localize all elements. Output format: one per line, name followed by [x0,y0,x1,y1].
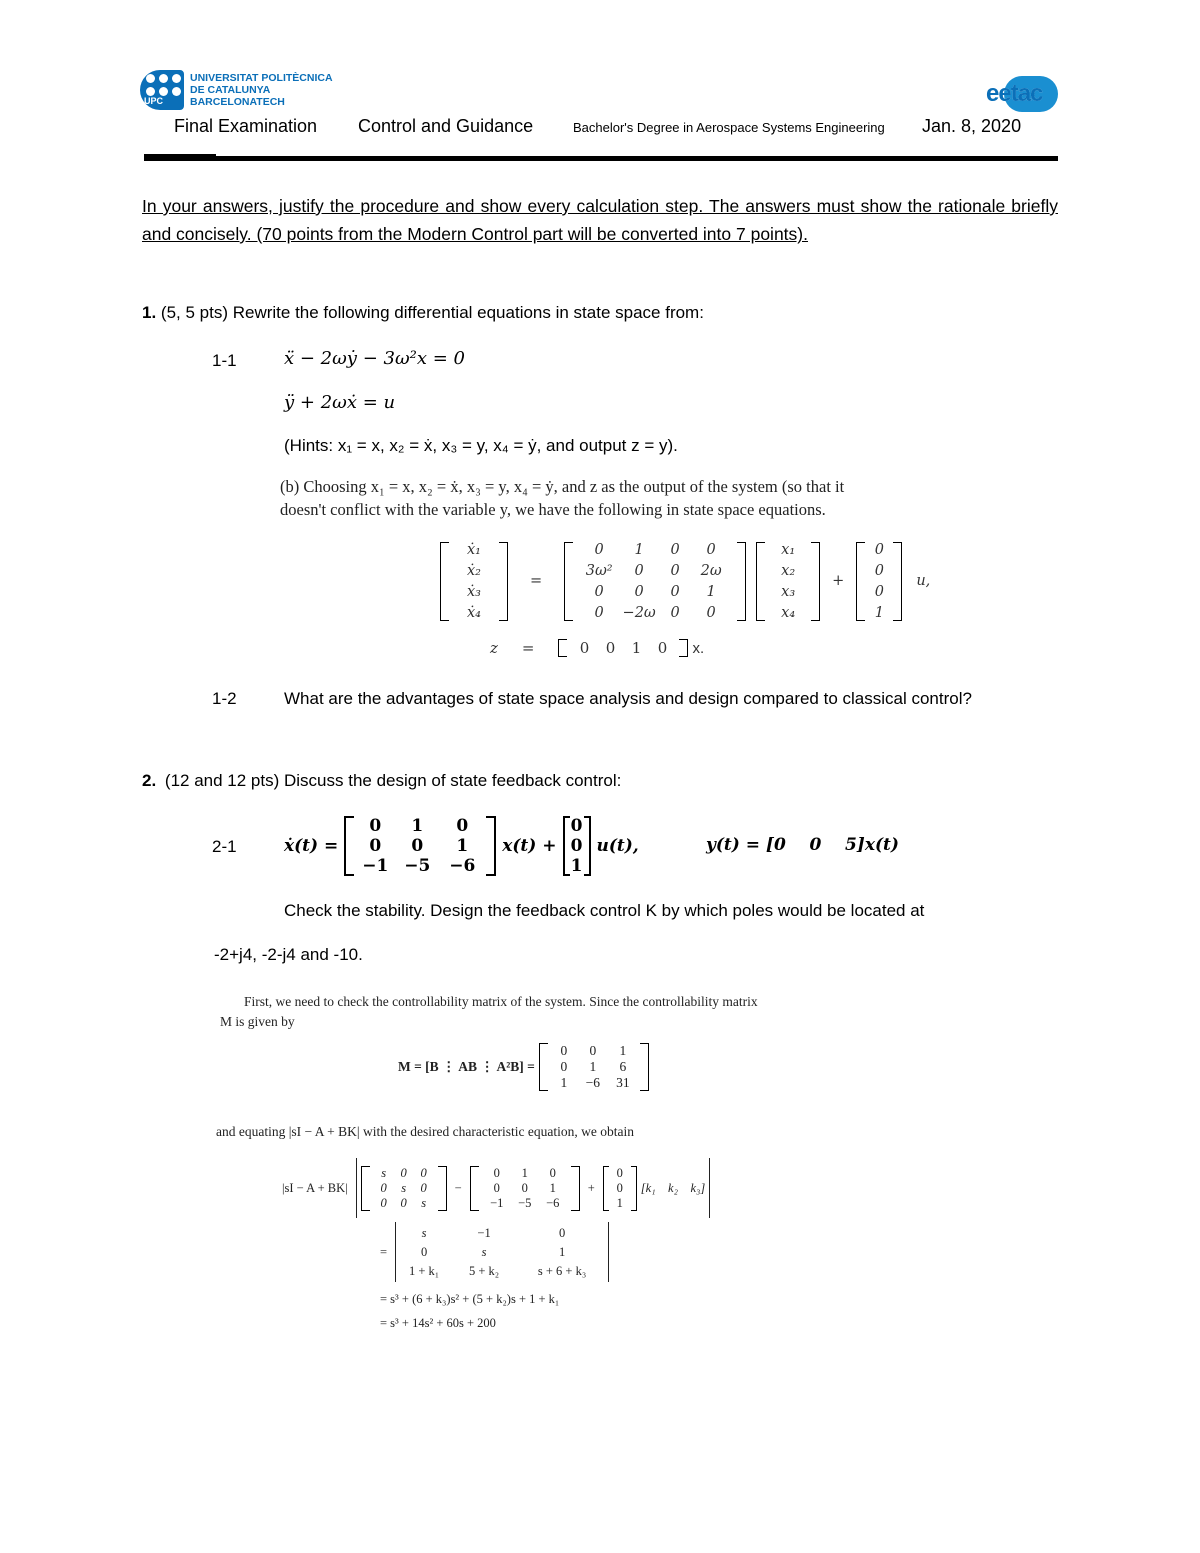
matrix-cell: 0 [706,604,716,621]
instructions: In your answers, justify the procedure and show every calculation step. The answers must show the rationale briefly and concisely. (70 points from the Modern Control part will be converted into 7 points). [142,196,1058,244]
matrix-cell: 1 [706,583,716,600]
q1-1-label: 1-1 [212,351,237,370]
gain-vector-K: [k₁ k₂ k₃] [640,1180,706,1195]
matrix-cell: 1 [589,1059,597,1074]
q2-characteristic-determinant [282,1158,710,1218]
q2-determinant-expanded [380,1222,609,1282]
q2-state-equation [284,811,639,881]
equals-sign: = [380,1244,388,1259]
q1-xdot-vector [440,542,508,621]
input-u: u, [916,573,931,589]
matrix-cell: 1 [570,856,583,876]
q2-lhs: ẋ(t) = [284,836,339,856]
sI-matrix [361,1166,447,1211]
matrix-cell: 0 [420,1165,427,1180]
matrix-cell: 0 [560,1059,568,1074]
matrix-cell: x₄ [781,604,796,621]
expanded-matrix [396,1226,608,1279]
matrix-cell: 2ω [700,562,722,579]
q1-x-vector [756,542,820,621]
eetac-logo [982,76,1058,112]
q2-controllability-equation [398,1036,649,1098]
matrix-cell: 0 [657,639,668,657]
q2-title [142,771,621,791]
q1-title [142,303,704,323]
matrix-cell: 0 [594,541,604,558]
matrix-cell: s [421,1195,427,1210]
q1-title-text: (5, 5 pts) Rewrite the following differential equations in state space from: [160,303,704,322]
matrix-cell: 0 [594,604,604,621]
matrix-cell: 1 [874,604,884,621]
matrix-cell: s [481,1244,487,1259]
q1-state-equation [440,534,930,628]
q2-task-line1: Check the stability. Design the feedback control K by which poles would be located at [284,901,925,920]
q2-solution-line3: and equating |sI − A + BK| with the desired characteristic equation, we obtain [216,1124,635,1139]
q2-solution-line2: M is given by [220,1014,295,1029]
matrix-cell: −1 [490,1195,504,1210]
B-vector-copy [603,1166,637,1211]
matrix-cell: 0 [670,541,680,558]
matrix-cell: 1 + k₁ [408,1263,440,1278]
matrix-cell: 1 [521,1165,528,1180]
exam-date: Jan. 8, 2020 [922,116,1022,136]
matrix-cell: 0 [634,562,644,579]
matrix-cell: 0 [570,816,583,836]
matrix-cell: 0 [400,1165,407,1180]
matrix-cell: 1 [411,816,424,836]
matrix-cell: 0 [400,1195,407,1210]
q1-2-label: 1-2 [212,689,237,708]
upc-abbr: UPC [144,96,164,106]
q1-C-matrix [558,639,688,657]
matrix-cell: 0 [616,1180,623,1195]
q1-hints: (Hints: x₁ = x, x₂ = ẋ, x₃ = y, x₄ = ẏ, and output z = y). [284,436,678,455]
matrix-cell: 0 [493,1180,500,1195]
q1-number: 1. [142,303,157,322]
q2-poly-line2: = s³ + 14s² + 60s + 200 [380,1316,496,1330]
matrix-cell: 0 [874,562,884,579]
matrix-cell: 5 + k₂ [468,1263,500,1278]
matrix-cell: 0 [521,1180,528,1195]
q2-title-text: (12 and 12 pts) Discuss the design of state feedback control: [164,771,622,790]
matrix-cell: 0 [579,639,590,657]
matrix-cell: s [421,1225,427,1240]
output-tail: x. [692,639,705,657]
q2-task-line2: -2+j4, -2-j4 and -10. [214,945,363,964]
matrix-cell: 1 [549,1180,556,1195]
upc-name-3: BARCELONATECH [190,96,285,108]
matrix-cell: 0 [670,583,680,600]
matrix-cell: 0 [670,604,680,621]
matrix-cell: −6 [585,1075,601,1090]
q1-A-matrix [564,542,746,621]
header-divider [144,156,1058,161]
matrix-cell: 1 [456,836,469,856]
matrix-cell: −2ω [622,604,656,621]
matrix-cell: −5 [404,856,431,876]
exam-title: Final Examination [174,116,318,136]
matrix-cell: 0 [549,1165,556,1180]
upc-logo-mark [140,70,184,110]
matrix-cell: 1 [619,1043,627,1058]
M-lhs: M = [B ⋮ AB ⋮ A²B] = [398,1059,535,1074]
matrix-cell: 0 [605,639,616,657]
matrix-cell: 0 [874,541,884,558]
matrix-cell: −6 [546,1195,560,1210]
upc-logo [140,70,340,110]
q1-eq1: ẍ − 2ωẏ − 3ω²x = 0 [284,348,465,369]
q2-solution-line1: First, we need to check the controllability matrix of the system. Since the controllability matrix [244,994,758,1009]
equals-sign: = [521,639,535,657]
A-matrix-copy [470,1166,580,1211]
q1-solution-line1: (b) Choosing x₁ = x, x₂ = ẋ, x₃ = y, x₄ = ẏ, and z as the output of the system (so that it [280,477,845,496]
q2-mid: x(t) + [502,836,557,856]
matrix-cell: 0 [420,1244,428,1259]
matrix-cell: ẋ₄ [467,604,481,621]
matrix-cell: 0 [706,541,716,558]
matrix-cell: −5 [518,1195,532,1210]
q2-poly-line1: = s³ + (6 + k₃)s² + (5 + k₂)s + 1 + k₁ [380,1292,560,1306]
degree-name: Bachelor's Degree in Aerospace Systems Engineering [573,120,885,135]
matrix-cell: 0 [634,583,644,600]
matrix-cell: 0 [874,583,884,600]
plus-sign: + [832,573,845,589]
matrix-cell: −1 [477,1225,491,1240]
matrix-cell: 1 [634,541,644,558]
q2-output-equation: y(t) = [0 0 5]x(t) [706,835,899,855]
matrix-cell: s + 6 + k₃ [537,1263,587,1278]
matrix-cell: −1 [362,856,389,876]
matrix-cell: 0 [560,1043,568,1058]
q2-A-matrix [344,816,496,876]
course-name: Control and Guidance [358,116,534,136]
matrix-cell: 0 [493,1165,500,1180]
matrix-cell: x₁ [781,541,796,558]
matrix-cell: s [381,1165,387,1180]
q1-eq2: ÿ + 2ωẋ = u [284,392,396,413]
matrix-cell: 1 [631,639,642,657]
matrix-cell: 0 [558,1225,566,1240]
matrix-cell: 0 [594,583,604,600]
matrix-cell: 0 [369,816,382,836]
matrix-cell: s [401,1180,407,1195]
matrix-cell: 3ω² [585,562,613,579]
q2-tail: u(t), [596,836,639,856]
q1-B-vector [856,542,902,621]
matrix-cell: ẋ₂ [467,562,481,579]
header-divider-accent [144,154,216,157]
controllability-matrix [539,1043,649,1091]
equals-sign: = [530,573,543,589]
matrix-cell: ẋ₁ [467,541,481,558]
matrix-cell: 0 [369,836,382,856]
matrix-cell: 0 [380,1180,387,1195]
matrix-cell: 0 [570,836,583,856]
matrix-cell: 0 [616,1165,623,1180]
matrix-cell: 1 [616,1195,623,1210]
matrix-cell: 0 [670,562,680,579]
matrix-cell: 0 [411,836,424,856]
q2-1-label: 2-1 [212,837,237,856]
upc-name-2: DE CATALUNYA [190,84,271,96]
matrix-cell: 6 [619,1059,627,1074]
gain-vector-K-entries: k₁ k₂ k₃ [645,1180,701,1195]
plus-sign: + [587,1180,595,1195]
matrix-cell: ẋ₃ [467,583,481,600]
matrix-cell: 0 [589,1043,597,1058]
q1-2-question: What are the advantages of state space analysis and design compared to classical control? [284,689,972,708]
q1-output-equation [490,636,704,660]
q2-B-vector [563,816,591,876]
matrix-cell: x₂ [781,562,796,579]
det-lhs: |sI − A + BK| [282,1180,348,1195]
matrix-cell: x₃ [781,583,796,600]
matrix-cell: 1 [558,1244,566,1259]
eetac-logo-text: eetac [986,80,1043,107]
minus-sign: − [454,1180,462,1195]
matrix-cell: 0 [456,816,469,836]
matrix-cell: −6 [449,856,476,876]
q2-number: 2. [142,771,157,790]
q1-solution-line2: doesn't conflict with the variable y, we have the following in state space equations. [280,500,826,519]
matrix-cell: 0 [380,1195,387,1210]
upc-name-1: UNIVERSITAT POLITÈCNICA [190,72,333,84]
matrix-cell: 31 [616,1075,630,1090]
matrix-cell: 0 [420,1180,427,1195]
output-z: z [490,639,498,657]
matrix-cell: 1 [560,1075,568,1090]
